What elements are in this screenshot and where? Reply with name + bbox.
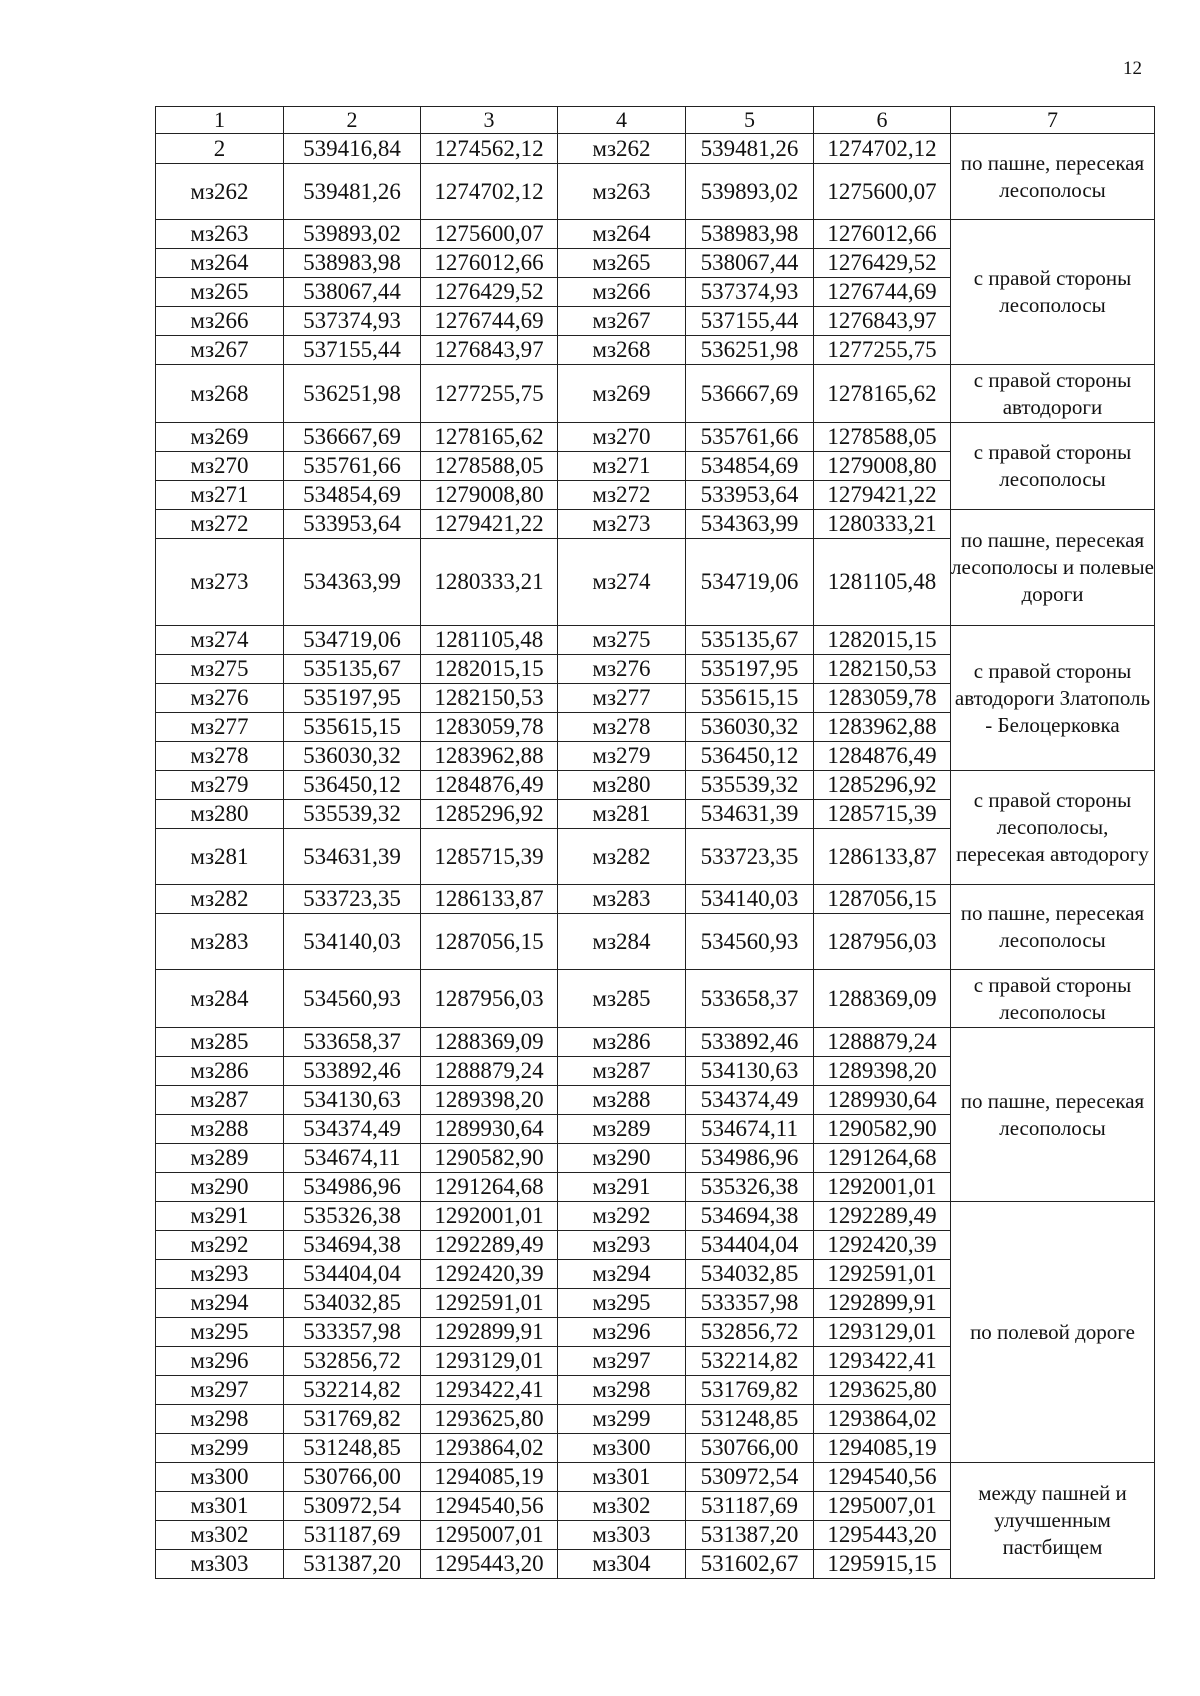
start-x-cell: 534986,96 — [284, 1173, 421, 1202]
end-point-cell: мз273 — [558, 510, 686, 539]
end-x-cell: 538067,44 — [686, 249, 814, 278]
end-y-cell: 1274702,12 — [814, 134, 951, 164]
end-x-cell: 534032,85 — [686, 1260, 814, 1289]
end-y-cell: 1285296,92 — [814, 771, 951, 800]
start-x-cell: 534404,04 — [284, 1260, 421, 1289]
start-y-cell: 1277255,75 — [421, 365, 558, 423]
end-x-cell: 536030,32 — [686, 713, 814, 742]
end-x-cell: 534694,38 — [686, 1202, 814, 1231]
start-x-cell: 533953,64 — [284, 510, 421, 539]
table-body — [156, 134, 1155, 1579]
end-x-cell: 534363,99 — [686, 510, 814, 539]
start-x-cell: 534560,93 — [284, 970, 421, 1028]
end-point-cell: мз276 — [558, 655, 686, 684]
start-y-cell: 1275600,07 — [421, 220, 558, 249]
end-point-cell: мз263 — [558, 164, 686, 220]
start-x-cell: 534694,38 — [284, 1231, 421, 1260]
start-x-cell: 531769,82 — [284, 1405, 421, 1434]
start-y-cell: 1287956,03 — [421, 970, 558, 1028]
end-y-cell: 1277255,75 — [814, 336, 951, 365]
start-y-cell: 1274562,12 — [421, 134, 558, 164]
end-y-cell: 1286133,87 — [814, 829, 951, 885]
end-x-cell: 534560,93 — [686, 914, 814, 970]
start-point-cell: мз269 — [156, 423, 284, 452]
end-y-cell: 1285715,39 — [814, 800, 951, 829]
start-y-cell: 1281105,48 — [421, 626, 558, 655]
end-point-cell: мз295 — [558, 1289, 686, 1318]
end-x-cell: 534986,96 — [686, 1144, 814, 1173]
start-x-cell: 535539,32 — [284, 800, 421, 829]
end-y-cell: 1292289,49 — [814, 1202, 951, 1231]
header-cell: 3 — [421, 107, 558, 134]
start-x-cell: 533357,98 — [284, 1318, 421, 1347]
start-y-cell: 1288879,24 — [421, 1057, 558, 1086]
start-x-cell: 534363,99 — [284, 539, 421, 626]
start-y-cell: 1288369,09 — [421, 1028, 558, 1057]
end-x-cell: 531602,67 — [686, 1550, 814, 1579]
description-cell: с правой стороны автодороги — [951, 365, 1155, 423]
end-x-cell: 535326,38 — [686, 1173, 814, 1202]
start-y-cell: 1292420,39 — [421, 1260, 558, 1289]
end-point-cell: мз300 — [558, 1434, 686, 1463]
start-point-cell: мз292 — [156, 1231, 284, 1260]
start-x-cell: 534854,69 — [284, 481, 421, 510]
start-x-cell: 530766,00 — [284, 1463, 421, 1492]
end-point-cell: мз286 — [558, 1028, 686, 1057]
end-y-cell: 1292899,91 — [814, 1289, 951, 1318]
end-point-cell: мз296 — [558, 1318, 686, 1347]
end-x-cell: 537374,93 — [686, 278, 814, 307]
start-y-cell: 1280333,21 — [421, 539, 558, 626]
start-x-cell: 537374,93 — [284, 307, 421, 336]
end-point-cell: мз280 — [558, 771, 686, 800]
header-cell: 5 — [686, 107, 814, 134]
end-point-cell: мз304 — [558, 1550, 686, 1579]
end-x-cell: 531769,82 — [686, 1376, 814, 1405]
table-row — [156, 1202, 1155, 1231]
end-y-cell: 1278588,05 — [814, 423, 951, 452]
end-x-cell: 536251,98 — [686, 336, 814, 365]
end-point-cell: мз269 — [558, 365, 686, 423]
start-point-cell: мз268 — [156, 365, 284, 423]
start-point-cell: мз265 — [156, 278, 284, 307]
end-point-cell: мз282 — [558, 829, 686, 885]
end-y-cell: 1295443,20 — [814, 1521, 951, 1550]
end-x-cell: 533723,35 — [686, 829, 814, 885]
table-row — [156, 220, 1155, 249]
start-point-cell: мз270 — [156, 452, 284, 481]
header-cell: 7 — [951, 107, 1155, 134]
end-x-cell: 537155,44 — [686, 307, 814, 336]
start-x-cell: 533723,35 — [284, 885, 421, 914]
end-point-cell: мз288 — [558, 1086, 686, 1115]
table-row — [156, 771, 1155, 800]
end-y-cell: 1291264,68 — [814, 1144, 951, 1173]
end-x-cell: 538983,98 — [686, 220, 814, 249]
description-cell: по пашне, пересекая лесополосы и полевые дороги — [951, 510, 1155, 626]
start-y-cell: 1287056,15 — [421, 914, 558, 970]
coordinates-table — [155, 106, 1155, 1579]
end-point-cell: мз293 — [558, 1231, 686, 1260]
end-point-cell: мз270 — [558, 423, 686, 452]
table-row — [156, 365, 1155, 423]
end-y-cell: 1276843,97 — [814, 307, 951, 336]
end-point-cell: мз274 — [558, 539, 686, 626]
start-x-cell: 531248,85 — [284, 1434, 421, 1463]
start-x-cell: 535326,38 — [284, 1202, 421, 1231]
end-x-cell: 534674,11 — [686, 1115, 814, 1144]
end-point-cell: мз268 — [558, 336, 686, 365]
start-y-cell: 1289930,64 — [421, 1115, 558, 1144]
start-point-cell: мз289 — [156, 1144, 284, 1173]
end-point-cell: мз294 — [558, 1260, 686, 1289]
start-point-cell: мз303 — [156, 1550, 284, 1579]
start-point-cell: мз276 — [156, 684, 284, 713]
start-point-cell: мз285 — [156, 1028, 284, 1057]
end-y-cell: 1289930,64 — [814, 1086, 951, 1115]
description-cell: с правой стороны лесополосы — [951, 423, 1155, 510]
start-point-cell: мз296 — [156, 1347, 284, 1376]
start-y-cell: 1293864,02 — [421, 1434, 558, 1463]
start-y-cell: 1279008,80 — [421, 481, 558, 510]
end-point-cell: мз303 — [558, 1521, 686, 1550]
end-point-cell: мз266 — [558, 278, 686, 307]
start-y-cell: 1290582,90 — [421, 1144, 558, 1173]
end-x-cell: 533892,46 — [686, 1028, 814, 1057]
start-point-cell: мз282 — [156, 885, 284, 914]
table-row — [156, 1463, 1155, 1492]
header-cell: 6 — [814, 107, 951, 134]
description-cell: с правой стороны лесополосы, пересекая автодорогу — [951, 771, 1155, 885]
table-row — [156, 885, 1155, 914]
end-point-cell: мз264 — [558, 220, 686, 249]
start-x-cell: 539416,84 — [284, 134, 421, 164]
start-y-cell: 1286133,87 — [421, 885, 558, 914]
start-x-cell: 535761,66 — [284, 452, 421, 481]
start-x-cell: 534130,63 — [284, 1086, 421, 1115]
end-y-cell: 1282150,53 — [814, 655, 951, 684]
end-y-cell: 1279008,80 — [814, 452, 951, 481]
start-point-cell: мз281 — [156, 829, 284, 885]
start-y-cell: 1289398,20 — [421, 1086, 558, 1115]
end-point-cell: мз271 — [558, 452, 686, 481]
start-x-cell: 534719,06 — [284, 626, 421, 655]
start-x-cell: 533892,46 — [284, 1057, 421, 1086]
start-point-cell: мз290 — [156, 1173, 284, 1202]
start-point-cell: мз273 — [156, 539, 284, 626]
start-point-cell: мз294 — [156, 1289, 284, 1318]
end-point-cell: мз292 — [558, 1202, 686, 1231]
start-y-cell: 1276429,52 — [421, 278, 558, 307]
end-y-cell: 1276744,69 — [814, 278, 951, 307]
end-point-cell: мз265 — [558, 249, 686, 278]
table-row — [156, 626, 1155, 655]
description-cell: между пашней и улучшенным пастбищем — [951, 1463, 1155, 1579]
end-y-cell: 1288369,09 — [814, 970, 951, 1028]
end-point-cell: мз262 — [558, 134, 686, 164]
start-y-cell: 1276744,69 — [421, 307, 558, 336]
start-x-cell: 535197,95 — [284, 684, 421, 713]
description-cell: по пашне, пересекая лесополосы — [951, 1028, 1155, 1202]
start-y-cell: 1293129,01 — [421, 1347, 558, 1376]
end-y-cell: 1293864,02 — [814, 1405, 951, 1434]
start-x-cell: 534374,49 — [284, 1115, 421, 1144]
start-x-cell: 537155,44 — [284, 336, 421, 365]
description-cell: с правой стороны автодороги Златополь - Белоцерковка — [951, 626, 1155, 771]
page-number: 12 — [1123, 58, 1142, 79]
end-x-cell: 534404,04 — [686, 1231, 814, 1260]
start-point-cell: мз283 — [156, 914, 284, 970]
start-x-cell: 539893,02 — [284, 220, 421, 249]
start-point-cell: мз301 — [156, 1492, 284, 1521]
start-y-cell: 1291264,68 — [421, 1173, 558, 1202]
start-point-cell: мз299 — [156, 1434, 284, 1463]
start-point-cell: мз286 — [156, 1057, 284, 1086]
end-point-cell: мз285 — [558, 970, 686, 1028]
end-y-cell: 1293422,41 — [814, 1347, 951, 1376]
start-x-cell: 536667,69 — [284, 423, 421, 452]
end-y-cell: 1279421,22 — [814, 481, 951, 510]
start-y-cell: 1282150,53 — [421, 684, 558, 713]
end-point-cell: мз279 — [558, 742, 686, 771]
end-x-cell: 533357,98 — [686, 1289, 814, 1318]
end-x-cell: 530766,00 — [686, 1434, 814, 1463]
end-x-cell: 534130,63 — [686, 1057, 814, 1086]
end-y-cell: 1278165,62 — [814, 365, 951, 423]
start-y-cell: 1294540,56 — [421, 1492, 558, 1521]
start-y-cell: 1274702,12 — [421, 164, 558, 220]
start-point-cell: мз291 — [156, 1202, 284, 1231]
start-point-cell: мз267 — [156, 336, 284, 365]
end-point-cell: мз287 — [558, 1057, 686, 1086]
start-point-cell: мз298 — [156, 1405, 284, 1434]
end-x-cell: 535197,95 — [686, 655, 814, 684]
start-y-cell: 1292899,91 — [421, 1318, 558, 1347]
end-y-cell: 1283059,78 — [814, 684, 951, 713]
start-point-cell: мз263 — [156, 220, 284, 249]
start-x-cell: 538983,98 — [284, 249, 421, 278]
start-y-cell: 1279421,22 — [421, 510, 558, 539]
start-point-cell: мз279 — [156, 771, 284, 800]
end-point-cell: мз281 — [558, 800, 686, 829]
start-x-cell: 534631,39 — [284, 829, 421, 885]
start-y-cell: 1293625,80 — [421, 1405, 558, 1434]
end-y-cell: 1293625,80 — [814, 1376, 951, 1405]
end-point-cell: мз284 — [558, 914, 686, 970]
end-x-cell: 535539,32 — [686, 771, 814, 800]
start-point-cell: мз288 — [156, 1115, 284, 1144]
end-x-cell: 531248,85 — [686, 1405, 814, 1434]
end-x-cell: 531187,69 — [686, 1492, 814, 1521]
table-row — [156, 1028, 1155, 1057]
start-point-cell: мз274 — [156, 626, 284, 655]
end-x-cell: 536450,12 — [686, 742, 814, 771]
table-row — [156, 510, 1155, 539]
start-point-cell: 2 — [156, 134, 284, 164]
start-x-cell: 532856,72 — [284, 1347, 421, 1376]
start-x-cell: 531187,69 — [284, 1521, 421, 1550]
start-x-cell: 531387,20 — [284, 1550, 421, 1579]
start-x-cell: 536450,12 — [284, 771, 421, 800]
start-y-cell: 1292001,01 — [421, 1202, 558, 1231]
end-y-cell: 1294085,19 — [814, 1434, 951, 1463]
table-row — [156, 134, 1155, 164]
start-point-cell: мз264 — [156, 249, 284, 278]
header-row — [156, 107, 1155, 134]
end-y-cell: 1287956,03 — [814, 914, 951, 970]
end-y-cell: 1281105,48 — [814, 539, 951, 626]
end-x-cell: 534374,49 — [686, 1086, 814, 1115]
end-point-cell: мз301 — [558, 1463, 686, 1492]
end-x-cell: 536667,69 — [686, 365, 814, 423]
start-point-cell: мз300 — [156, 1463, 284, 1492]
end-y-cell: 1284876,49 — [814, 742, 951, 771]
end-x-cell: 534854,69 — [686, 452, 814, 481]
start-point-cell: мз284 — [156, 970, 284, 1028]
start-y-cell: 1284876,49 — [421, 771, 558, 800]
start-x-cell: 539481,26 — [284, 164, 421, 220]
start-y-cell: 1292289,49 — [421, 1231, 558, 1260]
start-y-cell: 1276012,66 — [421, 249, 558, 278]
header-cell: 4 — [558, 107, 686, 134]
end-x-cell: 539893,02 — [686, 164, 814, 220]
end-point-cell: мз291 — [558, 1173, 686, 1202]
end-y-cell: 1282015,15 — [814, 626, 951, 655]
end-x-cell: 530972,54 — [686, 1463, 814, 1492]
end-point-cell: мз283 — [558, 885, 686, 914]
table-row — [156, 970, 1155, 1028]
start-x-cell: 535615,15 — [284, 713, 421, 742]
end-y-cell: 1295007,01 — [814, 1492, 951, 1521]
description-cell: с правой стороны лесополосы — [951, 220, 1155, 365]
start-y-cell: 1285715,39 — [421, 829, 558, 885]
start-x-cell: 536030,32 — [284, 742, 421, 771]
end-x-cell: 534719,06 — [686, 539, 814, 626]
start-x-cell: 530972,54 — [284, 1492, 421, 1521]
start-point-cell: мз262 — [156, 164, 284, 220]
end-y-cell: 1276012,66 — [814, 220, 951, 249]
end-y-cell: 1294540,56 — [814, 1463, 951, 1492]
end-x-cell: 532214,82 — [686, 1347, 814, 1376]
end-x-cell: 534631,39 — [686, 800, 814, 829]
end-y-cell: 1292001,01 — [814, 1173, 951, 1202]
end-x-cell: 533658,37 — [686, 970, 814, 1028]
end-point-cell: мз275 — [558, 626, 686, 655]
end-point-cell: мз289 — [558, 1115, 686, 1144]
start-y-cell: 1285296,92 — [421, 800, 558, 829]
end-y-cell: 1275600,07 — [814, 164, 951, 220]
end-x-cell: 534140,03 — [686, 885, 814, 914]
end-y-cell: 1295915,15 — [814, 1550, 951, 1579]
start-x-cell: 534140,03 — [284, 914, 421, 970]
end-point-cell: мз277 — [558, 684, 686, 713]
description-cell: по пашне, пересекая лесополосы — [951, 885, 1155, 970]
end-x-cell: 532856,72 — [686, 1318, 814, 1347]
end-point-cell: мз297 — [558, 1347, 686, 1376]
description-cell: по пашне, пересекая лесополосы — [951, 134, 1155, 220]
start-x-cell: 534032,85 — [284, 1289, 421, 1318]
end-y-cell: 1280333,21 — [814, 510, 951, 539]
end-point-cell: мз298 — [558, 1376, 686, 1405]
start-x-cell: 536251,98 — [284, 365, 421, 423]
end-y-cell: 1290582,90 — [814, 1115, 951, 1144]
start-point-cell: мз278 — [156, 742, 284, 771]
start-x-cell: 533658,37 — [284, 1028, 421, 1057]
start-point-cell: мз272 — [156, 510, 284, 539]
header-cell: 1 — [156, 107, 284, 134]
start-y-cell: 1294085,19 — [421, 1463, 558, 1492]
start-y-cell: 1282015,15 — [421, 655, 558, 684]
end-y-cell: 1292591,01 — [814, 1260, 951, 1289]
start-point-cell: мз266 — [156, 307, 284, 336]
start-point-cell: мз287 — [156, 1086, 284, 1115]
start-point-cell: мз277 — [156, 713, 284, 742]
end-x-cell: 535761,66 — [686, 423, 814, 452]
start-point-cell: мз295 — [156, 1318, 284, 1347]
start-y-cell: 1278588,05 — [421, 452, 558, 481]
header-cell: 2 — [284, 107, 421, 134]
start-x-cell: 535135,67 — [284, 655, 421, 684]
description-cell: с правой стороны лесополосы — [951, 970, 1155, 1028]
end-point-cell: мз272 — [558, 481, 686, 510]
end-point-cell: мз278 — [558, 713, 686, 742]
end-y-cell: 1292420,39 — [814, 1231, 951, 1260]
table-row — [156, 423, 1155, 452]
end-x-cell: 533953,64 — [686, 481, 814, 510]
start-x-cell: 532214,82 — [284, 1376, 421, 1405]
end-y-cell: 1293129,01 — [814, 1318, 951, 1347]
end-y-cell: 1289398,20 — [814, 1057, 951, 1086]
end-y-cell: 1288879,24 — [814, 1028, 951, 1057]
start-point-cell: мз297 — [156, 1376, 284, 1405]
start-y-cell: 1295007,01 — [421, 1521, 558, 1550]
end-y-cell: 1276429,52 — [814, 249, 951, 278]
start-x-cell: 538067,44 — [284, 278, 421, 307]
start-x-cell: 534674,11 — [284, 1144, 421, 1173]
end-x-cell: 535615,15 — [686, 684, 814, 713]
end-point-cell: мз302 — [558, 1492, 686, 1521]
start-y-cell: 1276843,97 — [421, 336, 558, 365]
start-y-cell: 1293422,41 — [421, 1376, 558, 1405]
start-y-cell: 1278165,62 — [421, 423, 558, 452]
start-point-cell: мз302 — [156, 1521, 284, 1550]
start-point-cell: мз293 — [156, 1260, 284, 1289]
description-cell: по полевой дороге — [951, 1202, 1155, 1463]
start-y-cell: 1283059,78 — [421, 713, 558, 742]
end-x-cell: 535135,67 — [686, 626, 814, 655]
start-point-cell: мз275 — [156, 655, 284, 684]
end-point-cell: мз267 — [558, 307, 686, 336]
end-y-cell: 1287056,15 — [814, 885, 951, 914]
end-y-cell: 1283962,88 — [814, 713, 951, 742]
end-point-cell: мз299 — [558, 1405, 686, 1434]
end-x-cell: 531387,20 — [686, 1521, 814, 1550]
start-y-cell: 1292591,01 — [421, 1289, 558, 1318]
end-point-cell: мз290 — [558, 1144, 686, 1173]
start-point-cell: мз271 — [156, 481, 284, 510]
start-point-cell: мз280 — [156, 800, 284, 829]
end-x-cell: 539481,26 — [686, 134, 814, 164]
start-y-cell: 1283962,88 — [421, 742, 558, 771]
start-y-cell: 1295443,20 — [421, 1550, 558, 1579]
